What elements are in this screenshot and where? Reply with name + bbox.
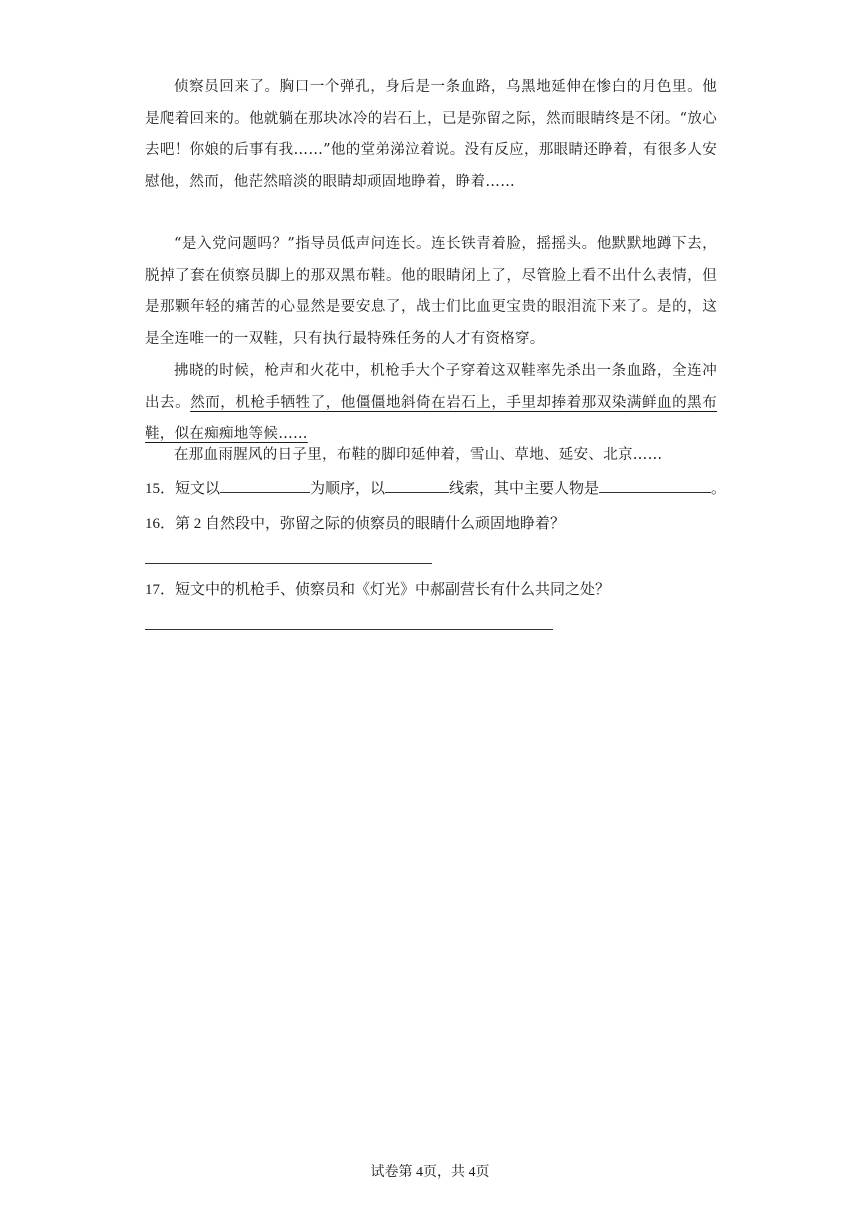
question-17: 17．短文中的机枪手、侦察员和《灯光》中郝副营长有什么共同之处？ xyxy=(145,582,611,598)
question-15-prefix: 15．短文以 xyxy=(145,481,221,497)
answer-blank-clue[interactable] xyxy=(385,477,449,493)
question-15-end: 。 xyxy=(711,481,727,497)
question-15 xyxy=(145,477,725,500)
paragraph-3-text: 拂晓的时候，枪声和火花中，机枪手大个子穿着这双鞋率先杀出一条血路，全连冲出去。 xyxy=(145,363,717,411)
passage-paragraph-3 xyxy=(145,356,717,451)
answer-line-17[interactable] xyxy=(145,629,553,630)
passage-paragraph-2: “是入党问题吗？”指导员低声问连长。连长铁青着脸，摇摇头。他默默地蹲下去，脱掉了套在侦察员脚上的那双黑布鞋。他的眼睛闭上了，尽管脸上看不出什么表情，但是那颗年轻的痛苦的心显然是要安息了，战士们比血更宝贵的眼泪流下来了。是的，这是全连唯一的一双鞋，只有执行最特殊任务的人才有资格穿。 xyxy=(145,236,717,347)
passage-paragraph-1: 侦察员回来了。胸口一个弹孔，身后是一条血路，乌黑地延伸在惨白的月色里。他是爬着回来的。他就躺在那块冰冷的岩石上，已是弥留之际，然而眼睛终是不闭。“放心去吧！你娘的后事有我……”他的堂弟涕泣着说。没有反应，那眼睛还睁着，有很多人安慰他，然而，他茫然暗淡的眼睛却顽固地睁着，睁着…… xyxy=(145,79,717,190)
answer-line-16[interactable] xyxy=(145,563,432,564)
answer-blank-character[interactable] xyxy=(599,477,711,493)
passage-paragraph-4: 在那血雨腥风的日子里，布鞋的脚印延伸着，雪山、草地、延安、北京…… xyxy=(174,447,663,463)
page-footer: 试卷第 4页，共 4页 xyxy=(370,1165,490,1180)
question-15-mid-2: 线索，其中主要人物是 xyxy=(449,481,600,497)
question-15-mid-1: 为顺序，以 xyxy=(310,481,386,497)
question-16: 16．第 2 自然段中，弥留之际的侦察员的眼睛什么顽固地睁着？ xyxy=(145,516,566,532)
answer-blank-order[interactable] xyxy=(220,477,310,493)
underlined-sentence: 然而，机枪手牺牲了，他僵僵地斜倚在岩石上，手里却捧着那双染满鲜血的黑布鞋，似在痴痴地等候…… xyxy=(145,394,717,442)
